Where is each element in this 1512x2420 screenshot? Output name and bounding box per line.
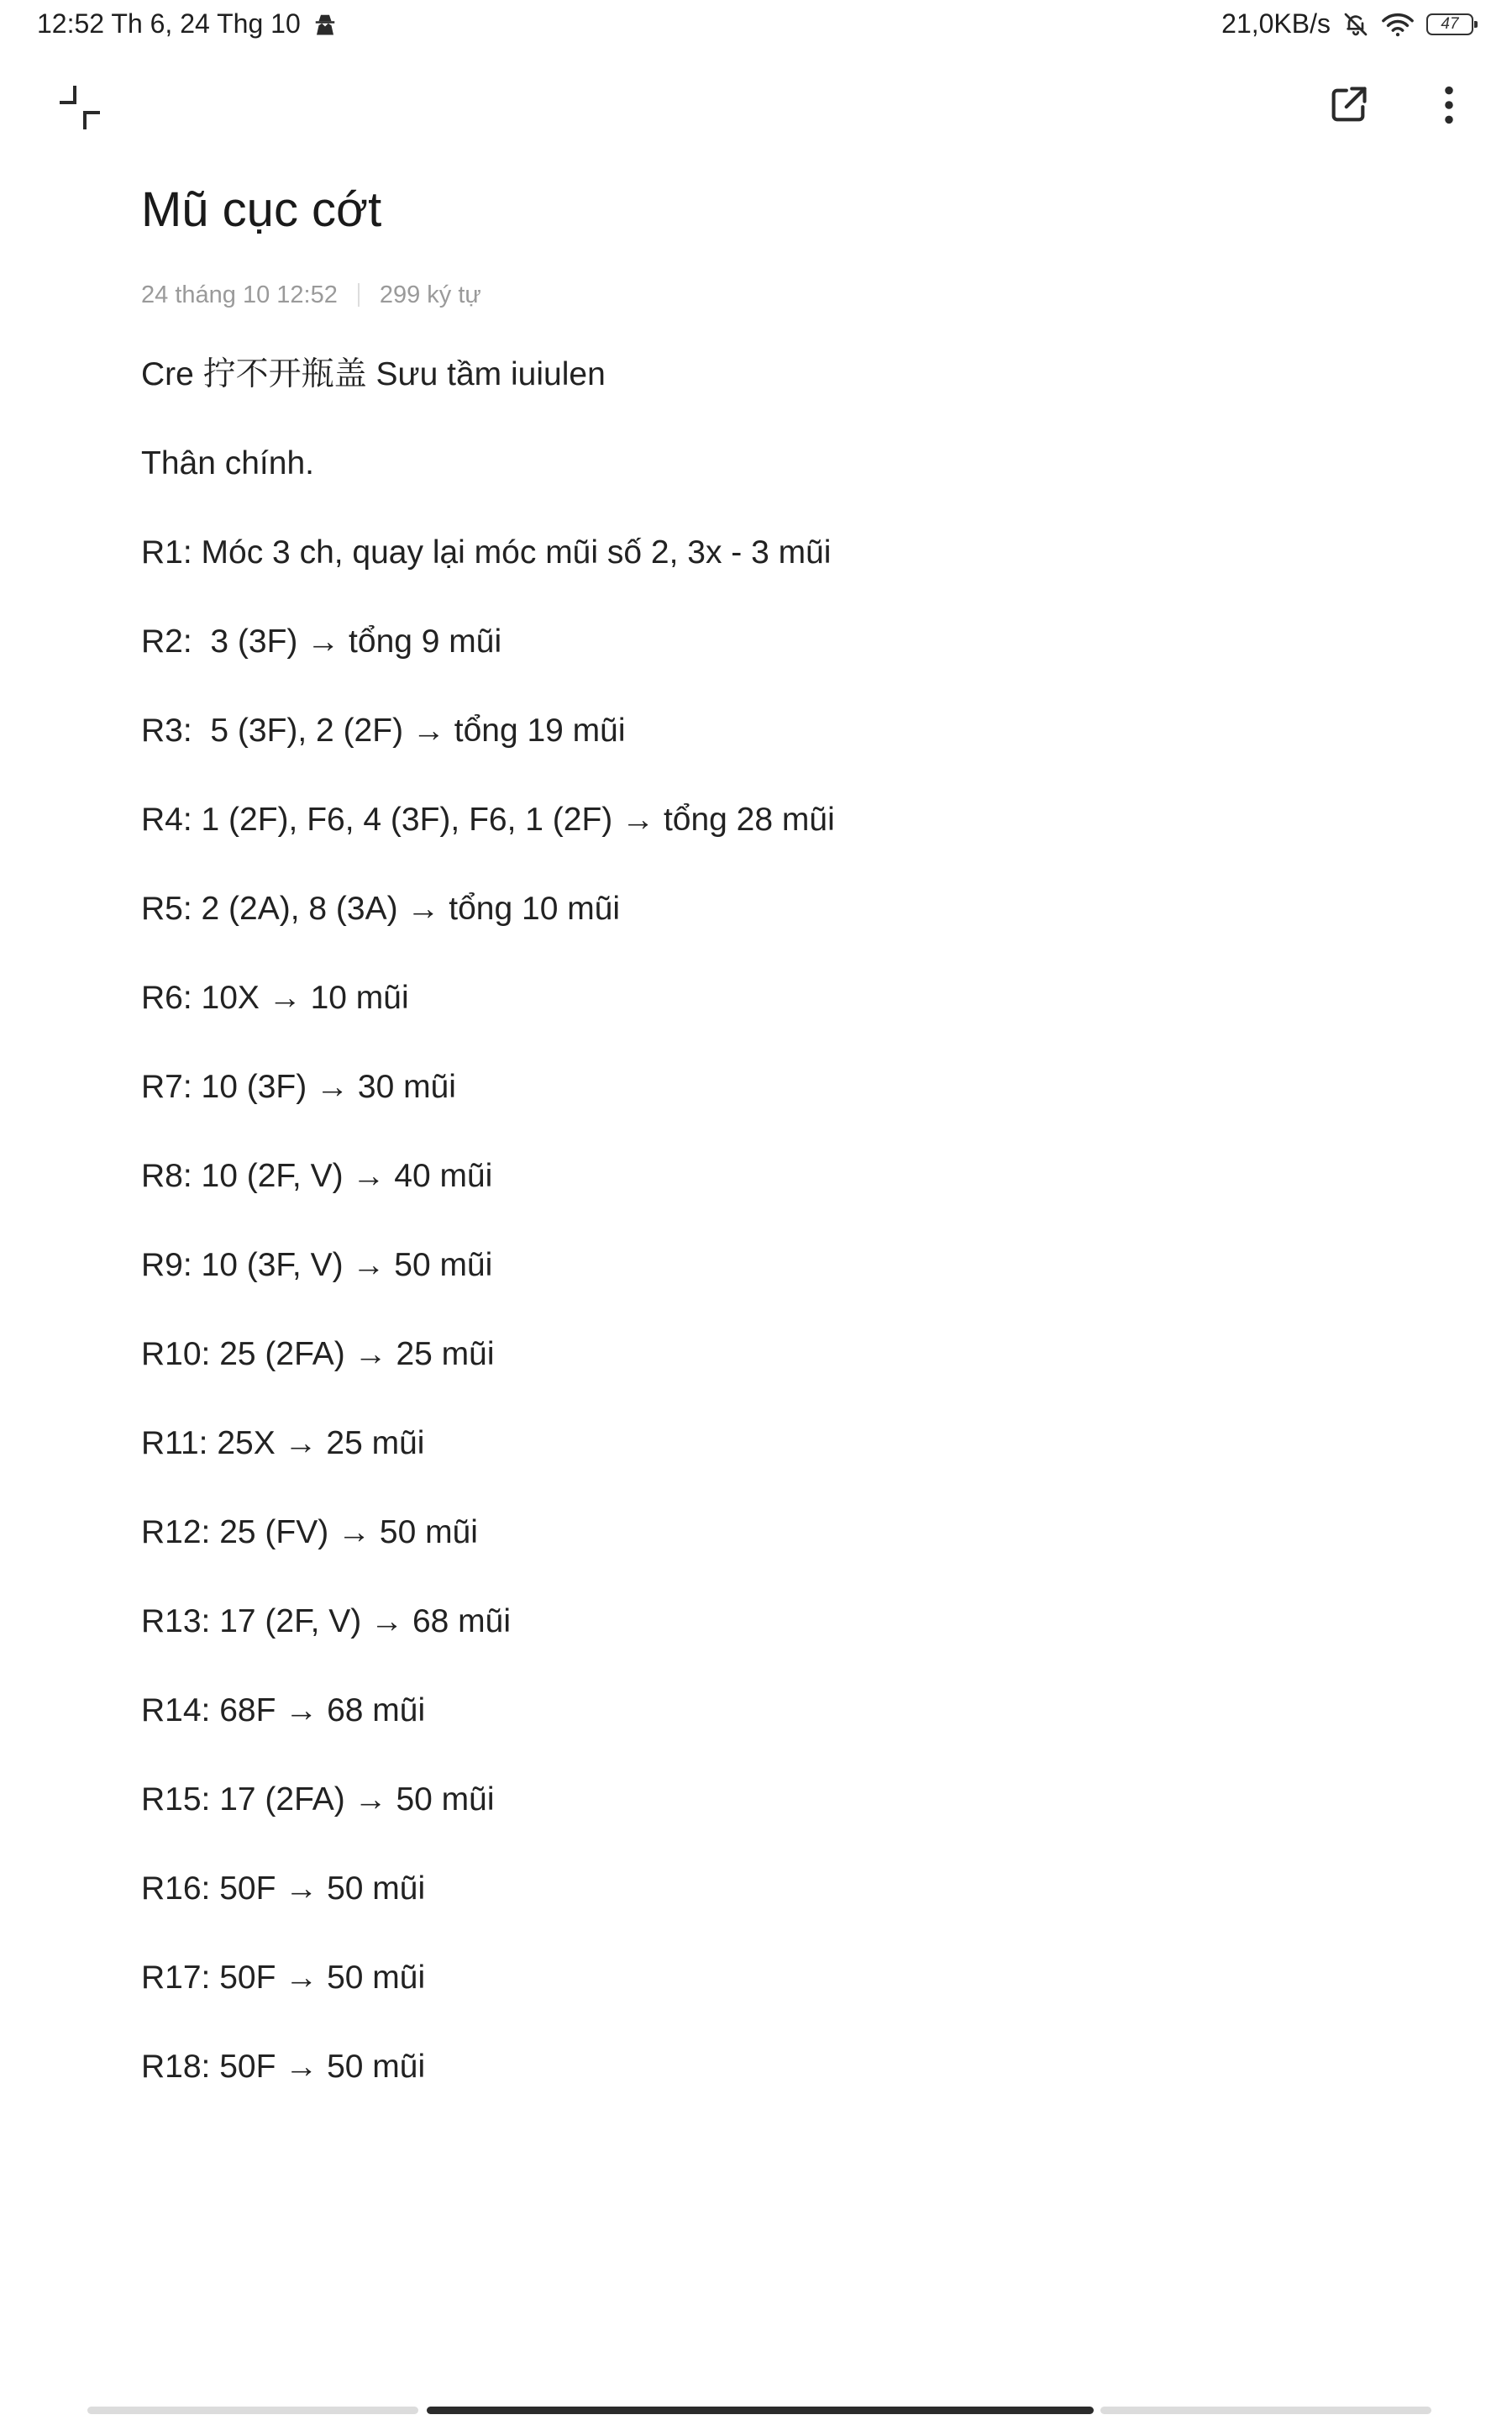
- note-line[interactable]: R8: 10 (2F, V) → 40 mũi: [141, 1158, 493, 1194]
- home-gesture-handle[interactable]: [427, 2407, 1094, 2414]
- status-time-date: 12:52 Th 6, 24 Thg 10: [37, 8, 301, 39]
- note-line[interactable]: R14: 68F → 68 mũi: [141, 1692, 426, 1728]
- gesture-bar-right: [1100, 2407, 1431, 2414]
- wifi-icon: [1381, 11, 1415, 38]
- note-line[interactable]: Cre 拧不开瓶盖 Sưu tầm iuiulen: [141, 356, 606, 392]
- note-body[interactable]: [141, 350, 1452, 2132]
- note-line[interactable]: R18: 50F → 50 mũi: [141, 2049, 426, 2085]
- network-speed: 21,0KB/s: [1221, 8, 1331, 39]
- note-line[interactable]: R12: 25 (FV) → 50 mũi: [141, 1514, 478, 1550]
- note-line[interactable]: R15: 17 (2FA) → 50 mũi: [141, 1781, 495, 1818]
- note-meta: [141, 278, 1452, 312]
- note-line[interactable]: R9: 10 (3F, V) → 50 mũi: [141, 1247, 493, 1283]
- share-external-icon: [1326, 83, 1370, 127]
- more-options-button[interactable]: [1411, 67, 1487, 143]
- meta-divider: [358, 283, 360, 307]
- gesture-bar-left: [87, 2407, 418, 2414]
- note-line[interactable]: R6: 10X → 10 mũi: [141, 980, 409, 1016]
- note-date: 24 tháng 10 12:52: [141, 281, 338, 308]
- status-left: [37, 8, 338, 39]
- note-line[interactable]: R1: Móc 3 ch, quay lại móc mũi số 2, 3x - 3 mũi: [141, 534, 832, 571]
- note-line[interactable]: R3: 5 (3F), 2 (2F) → tổng 19 mũi: [141, 713, 626, 749]
- collapse-icon: [56, 84, 103, 131]
- more-vertical-icon: [1441, 83, 1457, 127]
- note-editor[interactable]: [141, 172, 1452, 2132]
- note-char-count: 299 ký tự: [379, 281, 481, 308]
- open-external-button[interactable]: [1310, 67, 1386, 143]
- note-line[interactable]: R7: 10 (3F) → 30 mũi: [141, 1069, 456, 1105]
- note-line[interactable]: R5: 2 (2A), 8 (3A) → tổng 10 mũi: [141, 891, 621, 927]
- status-bar: [0, 0, 1512, 54]
- note-line[interactable]: R13: 17 (2F, V) → 68 mũi: [141, 1603, 512, 1639]
- note-line[interactable]: R10: 25 (2FA) → 25 mũi: [141, 1336, 495, 1372]
- battery-icon: [1426, 13, 1473, 35]
- collapse-button[interactable]: [42, 70, 118, 145]
- status-right: [1221, 8, 1473, 39]
- note-line[interactable]: R11: 25X → 25 mũi: [141, 1425, 425, 1461]
- note-line[interactable]: R17: 50F → 50 mũi: [141, 1960, 426, 1996]
- note-line[interactable]: R4: 1 (2F), F6, 4 (3F), F6, 1 (2F) → tổng 28 mũi: [141, 802, 835, 838]
- bell-off-icon: [1342, 11, 1369, 38]
- note-title[interactable]: Mũ cục cớt: [141, 182, 382, 237]
- battery-level: 47: [1441, 14, 1459, 33]
- incognito-icon: [312, 12, 338, 37]
- note-line[interactable]: Thân chính.: [141, 445, 314, 481]
- note-line[interactable]: R2: 3 (3F) → tổng 9 mũi: [141, 623, 502, 660]
- note-line[interactable]: R16: 50F → 50 mũi: [141, 1870, 426, 1907]
